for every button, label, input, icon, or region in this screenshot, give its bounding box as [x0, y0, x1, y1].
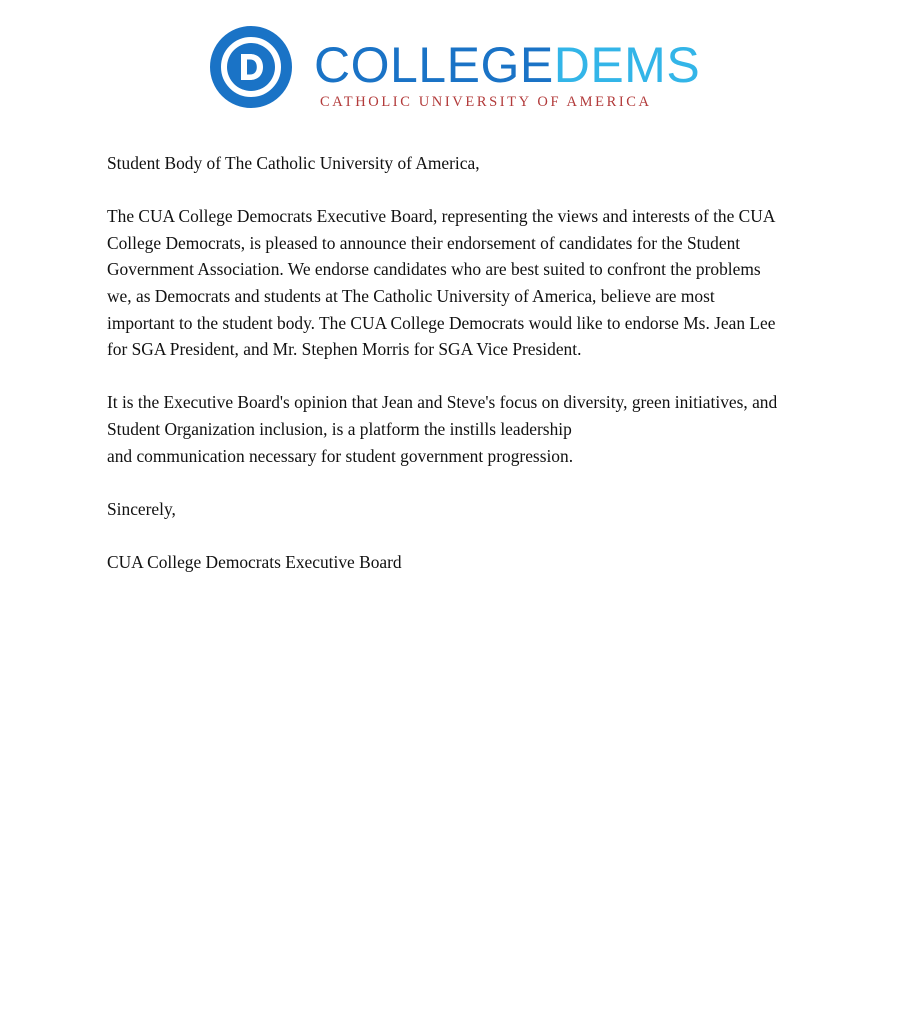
paragraph-endorsement	[107, 203, 807, 363]
paragraph-line: College Democrats, is pleased to announce their endorsement of candidates for the Student	[107, 232, 741, 253]
salutation: Student Body of The Catholic University of America,	[107, 153, 480, 173]
paragraph-opinion	[107, 389, 807, 469]
democrats-d-logo-icon	[210, 26, 292, 108]
paragraph-line: and communication necessary for student government progression.	[107, 445, 574, 466]
college-dems-logo	[210, 26, 710, 122]
endorsement-letter	[107, 150, 807, 602]
paragraph-line: Student Organization inclusion, is a platform the instills leadership	[107, 418, 572, 439]
signature: CUA College Democrats Executive Board	[107, 551, 402, 572]
closing: Sincerely,	[107, 498, 176, 519]
logo-word-dems: DEMS	[553, 37, 701, 93]
paragraph-line: for SGA President, and Mr. Stephen Morris for SGA Vice President.	[107, 339, 582, 360]
logo-word-college: COLLEGE	[314, 37, 554, 93]
logo-wordmark	[314, 37, 701, 93]
logo-subtitle: CATHOLIC UNIVERSITY OF AMERICA	[320, 94, 652, 110]
paragraph-line: The CUA College Democrats Executive Board, representing the views and interests of the CUA	[107, 206, 776, 227]
paragraph-line: It is the Executive Board's opinion that Jean and Steve's focus on diversity, green initiatives, and	[107, 392, 778, 413]
paragraph-line: important to the student body. The CUA College Democrats would like to endorse Ms. Jean Lee	[107, 312, 776, 333]
paragraph-line: Government Association. We endorse candidates who are best suited to confront the problems	[107, 259, 761, 280]
paragraph-line: we, as Democrats and students at The Catholic University of America, believe are most	[107, 285, 715, 306]
d-letter-icon	[237, 52, 265, 82]
